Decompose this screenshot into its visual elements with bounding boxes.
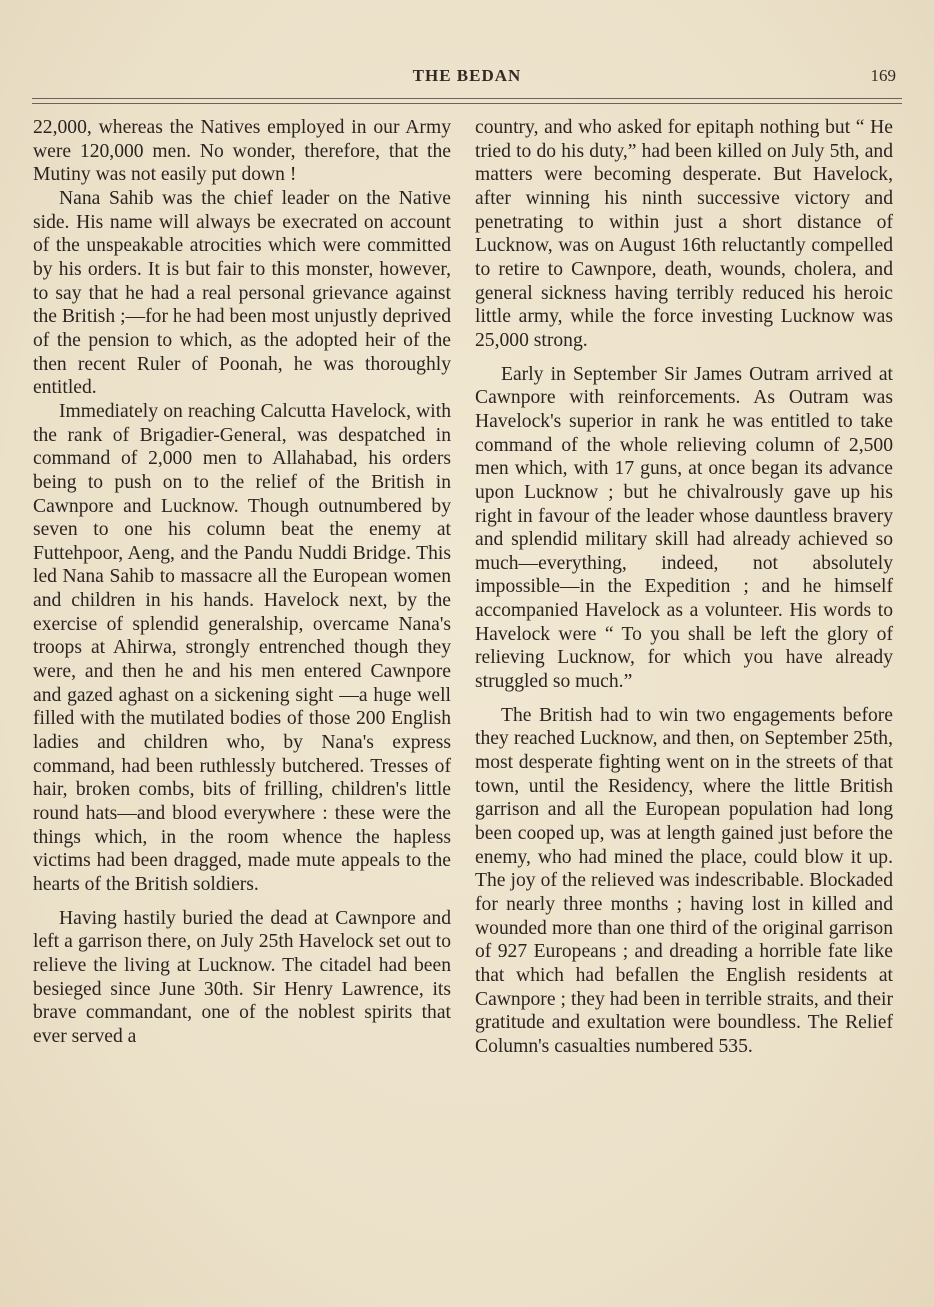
paragraph: 22,000, whereas the Natives employed in our Army were 120,000 men. No wonder, therefore, that the Mutiny was not easily put down ! [33,117,451,186]
paragraph: Having hastily buried the dead at Cawnpore and left a garrison there, on July 25th Havelock set out to relieve the living at Lucknow. The citadel had been besieged since June 30th. Sir Henry Lawrence, its brave commandant, one of the noblest spirits that ever served a [33,907,451,1047]
right-column [475,116,893,1059]
header-rule-bottom [32,103,902,104]
paragraph: country, and who asked for epitaph nothing but “ He tried to do his duty,” had been killed on July 5th, and matters were becoming desperate. But Havelock, after winning his ninth successive victory and penetrating to within just a short distance of Lucknow, was on August 16th reluctantly compelled to retire to Cawnpore, death, wounds, cholera, and general sickness having terribly reduced his heroic little army, while the force investing Lucknow was 25,000 strong. [475,117,893,351]
paragraph: The British had to win two engagements before they reached Lucknow, and then, on September 25th, most desperate fighting went on in the streets of that town, until the Residency, where the little British garrison and all the European population had long been cooped up, was at length gained just before the enemy, who had mined the place, could blow it up. The joy of the relieved was indescribable. Blockaded for nearly three months ; having lost in killed and wounded more than one third of the original garrison of 927 Europeans ; and dreading a horrible fate like that which had befallen the English residents at Cawnpore ; they had been in terrible straits, and their gratitude and exultation were boundless. The Relief Column's casualties numbered 535. [475,704,893,1057]
left-column [33,116,451,1049]
running-header-title: THE BEDAN [412,66,522,85]
paragraph: Nana Sahib was the chief leader on the Native side. His name will always be execrated on account of the unspeakable atrocities which were committed by his orders. It is but fair to this monster, however, to say that he had a real personal grievance against the British ;—for he had been most unjustly deprived of the pension to which, as the adopted heir of the then recent Ruler of Poonah, he was thoroughly entitled. [33,187,451,399]
page-number: 169 [870,66,896,85]
paragraph: Immediately on reaching Calcutta Havelock, with the rank of Brigadier-General, was despatched in command of 2,000 men to Allahabad, his orders being to push on to the relief of the British in Cawnpore and Lucknow. Though outnumbered by seven to one his column beat the enemy at Futtehpoor, Aeng, and the Pandu Nuddi Bridge. This led Nana Sahib to massacre all the European women and children in his hands. Havelock next, by the exercise of splendid generalship, overcame Nana's troops at Ahirwa, strongly entrenched though they were, and then he and his men entered Cawnpore and gazed aghast on a sickening sight —a huge well filled with the mutilated bodies of those 200 English ladies and children who, by Nana's express command, had been ruthlessly butchered. Tresses of hair, broken combs, bits of frilling, children's little round hats—and blood everywhere : these were the things which, in the room whence the hapless victims had been dragged, made mute appeals to the hearts of the British soldiers. [33,400,451,895]
header-rule-top [32,98,902,99]
paragraph: Early in September Sir James Outram arrived at Cawnpore with reinforcements. As Outram was Havelock's superior in rank he was entitled to take command of the whole relieving column of 2,500 men which, with 17 guns, at once began its advance upon Lucknow ; but he chivalrously gave up his right in favour of the leader whose dauntless bravery and splendid military skill had already achieved so much—everything, indeed, not absolutely impossible—in the Expedition ; and he himself accompanied Havelock as a volunteer. His words to Havelock were “ To you shall be left the glory of relieving Lucknow, for which you have already struggled so much.” [475,363,893,693]
